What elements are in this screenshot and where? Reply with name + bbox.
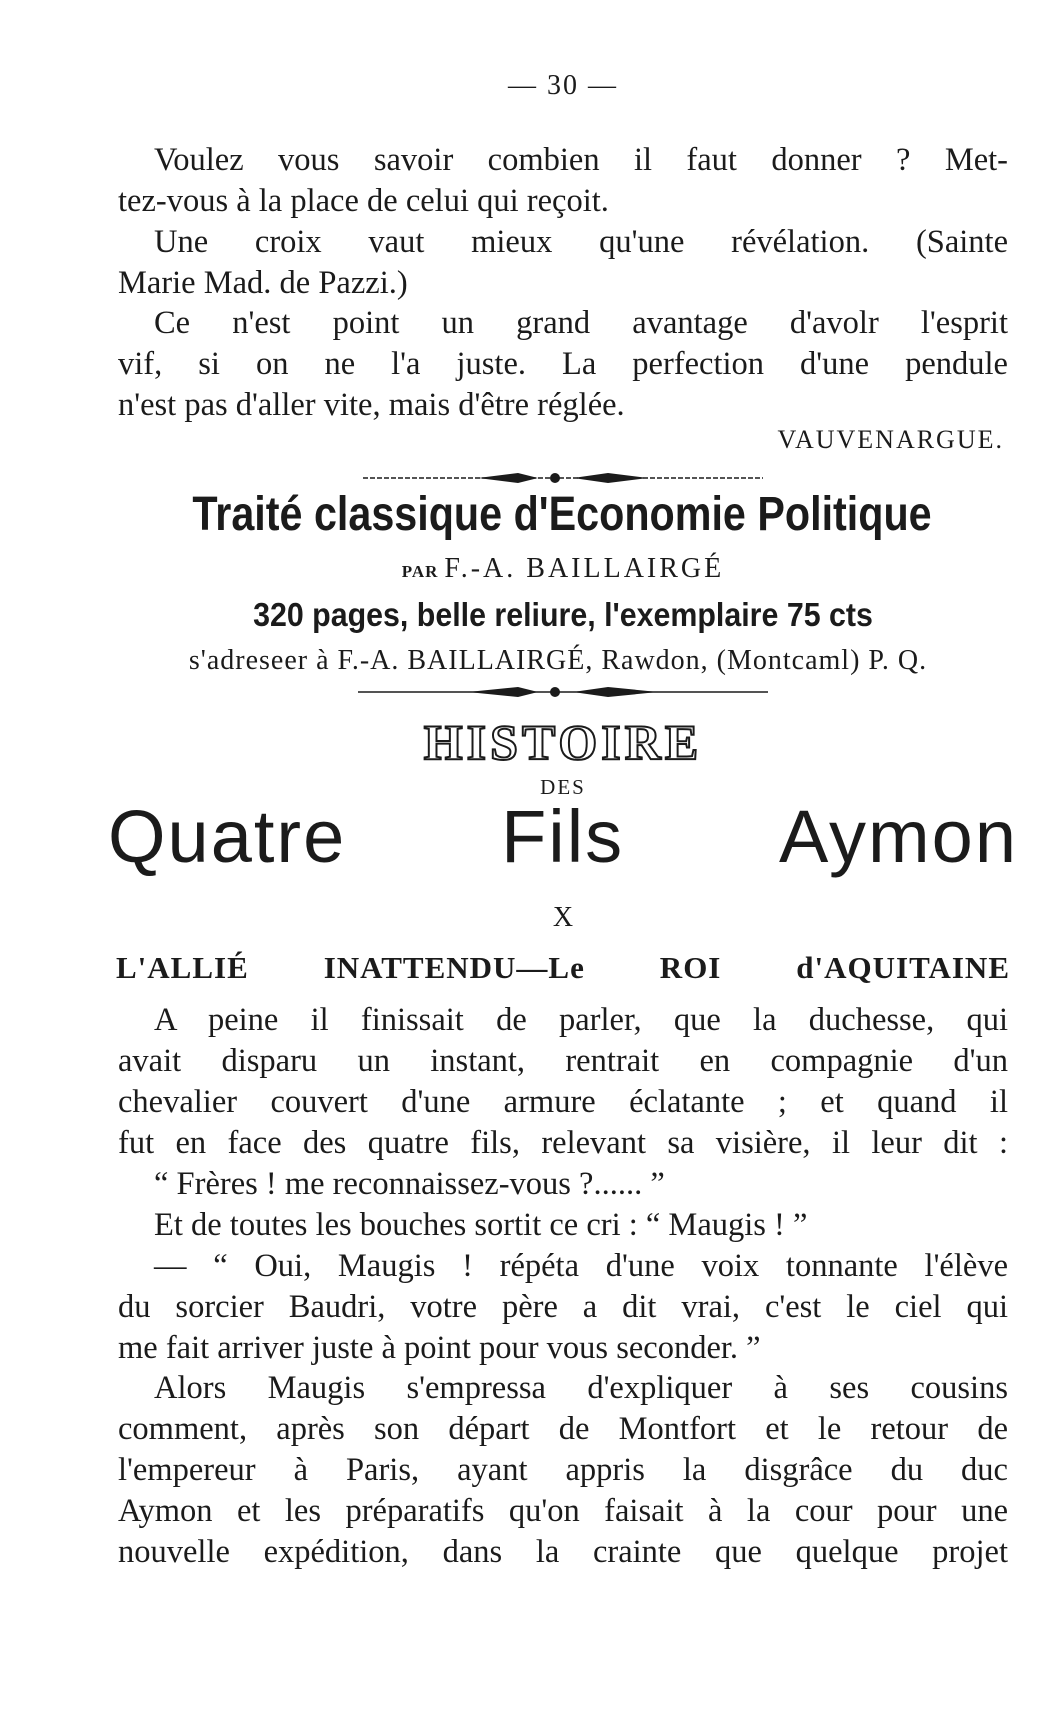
text-line: fut en face des quatre fils, relevant sa visière, il leur dit : [118,1125,1008,1161]
story-title-word: Fils [501,795,625,878]
chapter-title: L'ALLIÉ INATTENDU—Le ROI d'AQUITAINE [116,950,1010,985]
story-heading: HISTOIRE [423,714,703,770]
text-line: Voulez vous savoir combien il faut donner ? Met- [154,142,1008,178]
ornamental-divider [118,468,1008,488]
maxim-paragraph-2 [118,222,1008,304]
text-line: l'empereur à Paris, ayant appris la disgrâce du duc [118,1452,1008,1488]
text-line: Aymon et les préparatifs qu'on faisait à la cour pour une [118,1493,1008,1529]
advertisement-author [118,553,1008,585]
story-title-word: Quatre [108,795,347,878]
text-line: tez-vous à la place de celui qui reçoit. [118,183,609,219]
author-name: F.-A. BAILLAIRGÉ [444,553,725,584]
text-line: n'est pas d'aller vite, mais d'être réglée. [118,387,625,423]
text-line: nouvelle expédition, dans la crainte que quelque projet [118,1534,1008,1570]
maxim-paragraph-3 [118,303,1008,426]
text-line: — “ Oui, Maugis ! répéta d'une voix tonnante l'élève [154,1248,1008,1284]
text-line: comment, après son départ de Montfort et le retour de [118,1411,1008,1447]
text-line: Et de toutes les bouches sortit ce cri : “ Maugis ! ” [154,1207,808,1243]
text-line: Marie Mad. de Pazzi.) [118,265,408,301]
text-line: Alors Maugis s'empressa d'expliquer à ses cousins [154,1370,1008,1406]
story-paragraph-3 [118,1205,1008,1246]
ornamental-divider [118,682,1008,702]
maxim-attribution: VAUVENARGUE. [777,425,1004,454]
text-line: Ce n'est point un grand avantage d'avolr l'esprit [154,305,1008,341]
advertisement-price: 320 pages, belle reliure, l'exemplaire 75 cts [253,596,873,633]
page-number: — 30 — [508,70,618,101]
story-title [108,792,1018,882]
text-line: avait disparu un instant, rentrait en compagnie d'un [118,1043,1008,1079]
author-prefix: PAR [401,562,439,581]
text-line: chevalier couvert d'une armure éclatante ; et quand il [118,1084,1008,1120]
maxim-paragraph-1 [118,140,1008,222]
text-line: Une croix vaut mieux qu'une révélation. (Sainte [154,224,1008,260]
story-paragraph-5 [118,1368,1008,1573]
text-line: me fait arriver juste à point pour vous seconder. ” [118,1330,761,1366]
story-title-word: Aymon [779,795,1018,878]
text-line: “ Frères ! me reconnaissez-vous ?...... ” [154,1166,665,1202]
advertisement-title: Traité classique d'Economie Politique [192,488,932,541]
text-line: vif, si on ne l'a juste. La perfection d'une pendule [118,346,1008,382]
story-paragraph-1 [118,1000,1008,1164]
text-line: A peine il finissait de parler, que la duchesse, qui [154,1002,1008,1038]
story-heading-des: DES [540,775,586,799]
story-paragraph-4 [118,1246,1008,1369]
text-line: du sorcier Baudri, votre père a dit vrai, c'est le ciel qui [118,1289,1008,1325]
book-page [108,0,1018,1710]
advertisement-address: s'adreseer à F.-A. BAILLAIRGÉ, Rawdon, (Montcaml) P. Q. [188,645,928,676]
chapter-number: X [552,902,574,933]
story-paragraph-2 [118,1164,1008,1205]
